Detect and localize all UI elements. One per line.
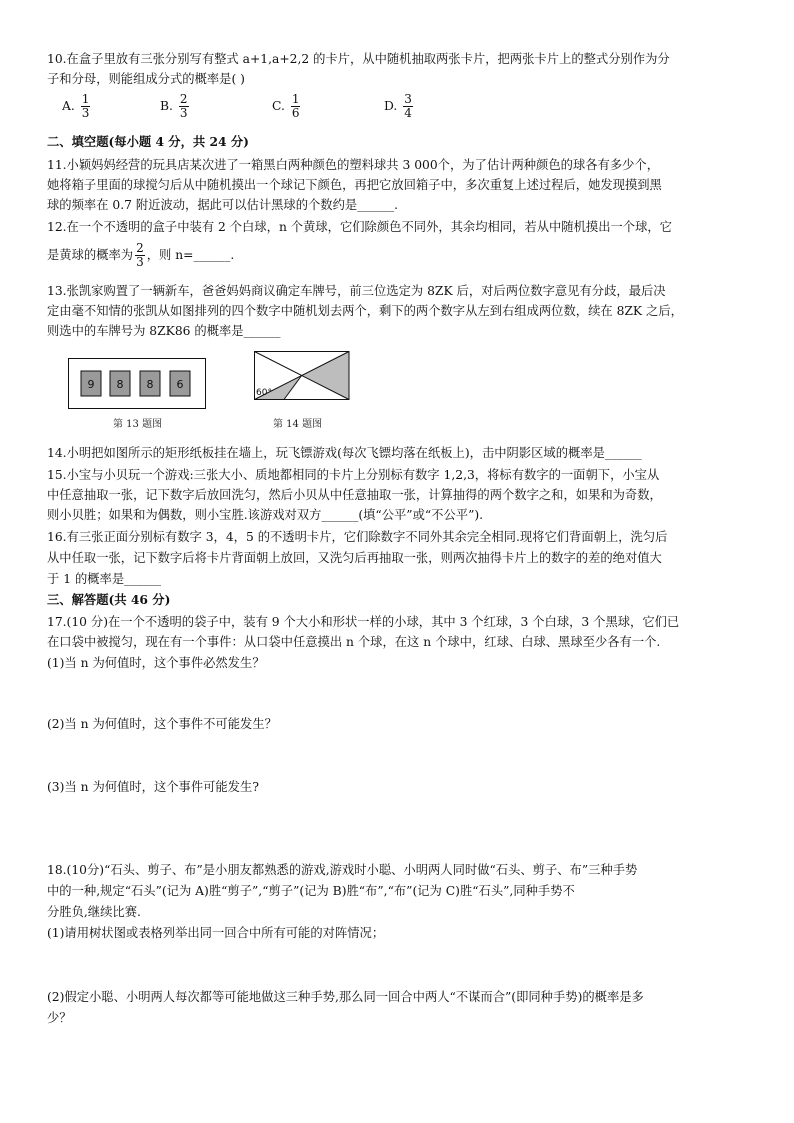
- shaded-region-right: [302, 352, 349, 400]
- card-3-label: 8: [146, 378, 154, 391]
- card-1: [81, 371, 101, 396]
- q18-line3: 分胜负,继续比赛.: [47, 905, 141, 919]
- q11-line1: 11.小颖妈妈经营的玩具店某次进了一箱黑白两种颜色的塑料球共 3 000个，为了估计两种颜色的球各有多少个，: [47, 158, 660, 172]
- q17-part2: (2)当 n 为何值时，这个事件不可能发生？: [47, 717, 277, 731]
- option-label: A.: [62, 99, 75, 113]
- option-label: D.: [384, 99, 398, 113]
- figure-13: [68, 358, 208, 410]
- q10-option-a[interactable]: [62, 93, 92, 120]
- card-2-label: 8: [116, 378, 124, 391]
- q14-line: 14.小明把如图所示的矩形纸板挂在墙上，玩飞镖游戏(每次飞镖均落在纸板上)，击中阴影区域的概率是______: [47, 446, 642, 460]
- q10-line1: 10.在盒子里放有三张分别写有整式 a+1,a+2,2 的卡片，从中随机抽取两张卡片，把两张卡片上的整式分别作为分: [47, 52, 670, 66]
- q15-line1: 15.小宝与小贝玩一个游戏:三张大小、质地都相同的卡片上分别标有数字 1,2,3，将标有数字的一面朝下，小宝从: [47, 468, 660, 482]
- q15-line3: 则小贝胜；如果和为偶数，则小宝胜.该游戏对双方______(填“公平”或“不公平”).: [47, 508, 484, 522]
- card-4: [170, 371, 190, 396]
- angle-label: 60°: [256, 388, 272, 398]
- q10-option-c[interactable]: [272, 93, 302, 120]
- card-3: [140, 371, 160, 396]
- option-label: C.: [272, 99, 285, 113]
- q18-part2-line2: 少？: [47, 1011, 72, 1025]
- card-4-label: 6: [176, 378, 184, 391]
- q11-line2: 她将箱子里面的球搅匀后从中随机摸出一个球记下颜色，再把它放回箱子中，多次重复上述过程后，她发现摸到黑: [47, 178, 662, 192]
- q16-line3: 于 1 的概率是______: [47, 572, 162, 586]
- card-2: [110, 371, 130, 396]
- q12-prefix: 是黄球的概率为: [47, 248, 134, 262]
- figure-14-caption: 第 14 题图: [273, 419, 323, 430]
- q17-part1: (1)当 n 为何值时，这个事件必然发生？: [47, 656, 265, 670]
- q18-line1: 18.(10分)“石头、剪子、布”是小朋友都熟悉的游戏,游戏时小聪、小明两人同时做“石头、剪子、布”三种手势: [47, 863, 638, 877]
- q12-suffix: ，则 n=______.: [146, 248, 235, 262]
- q18-part2-line1: (2)假定小聪、小明两人每次都等可能地做这三种手势,那么同一回合中两人“不谋而合”(即同种手势)的概率是多: [47, 990, 644, 1004]
- figure-13-caption: 第 13 题图: [113, 419, 163, 430]
- q16-line1: 16.有三张正面分别标有数字 3，4，5 的不透明卡片，它们除数字不同外其余完全相同.现将它们背面朝上，洗匀后: [47, 530, 668, 544]
- figure-14: [254, 351, 350, 401]
- q18-line2: 中的一种,规定“石头”(记为 A)胜“剪子”,“剪子”(记为 B)胜“布”,“布”(记为 C)胜“石头”,同种手势不: [47, 884, 575, 898]
- fraction: $\frac{3}{4}$: [404, 92, 412, 120]
- card-1-label: 9: [87, 378, 95, 391]
- q13-line3: 则选中的车牌号为 8ZK86 的概率是______: [47, 324, 281, 338]
- q11-line3: 球的频率在 0.7 附近波动，据此可以估计黑球的个数约是______.: [47, 198, 399, 212]
- fraction: $\frac{2}{3}$: [179, 92, 188, 120]
- fraction: $\frac{2}{3}$: [136, 241, 144, 269]
- section-2-heading: 二、填空题(每小题 4 分，共 24 分): [47, 134, 249, 149]
- q13-line2: 定由毫不知情的张凯从如图排列的四个数字中随机划去两个，剩下的两个数字从左到右组成两位数，续在 8ZK 之后，: [47, 304, 683, 318]
- q12-line2: [47, 242, 234, 269]
- q12-line1: 12.在一个不透明的盒子中装有 2 个白球，n 个黄球，它们除颜色不同外，其余均相同，若从中随机摸出一个球，它: [47, 220, 672, 234]
- q17-line2: 在口袋中被搅匀，现在有一个事件：从口袋中任意摸出 n 个球，在这 n 个球中，红球、白球、黑球至少各有一个.: [47, 635, 661, 649]
- q17-part3: (3)当 n 为何值时，这个事件可能发生?: [47, 780, 259, 794]
- q16-line2: 从中任取一张，记下数字后将卡片背面朝上放回，又洗匀后再抽取一张，则两次抽得卡片上的数字的差的绝对值大: [47, 551, 662, 565]
- fraction: $\frac{1}{6}$: [291, 92, 300, 120]
- q10-option-b[interactable]: [160, 93, 191, 120]
- q13-line1: 13.张凯家购置了一辆新车，爸爸妈妈商议确定车牌号，前三位选定为 8ZK 后，对后两位数字意见有分歧，最后决: [47, 284, 666, 298]
- q17-line1: 17.(10 分)在一个不透明的袋子中，装有 9 个大小和形状一样的小球，其中 3 个红球，3 个白球，3 个黑球，它们已: [47, 615, 680, 629]
- q18-part1: (1)请用树状图或表格列举出同一回合中所有可能的对阵情况；: [47, 926, 385, 940]
- option-label: B.: [160, 99, 173, 113]
- q10-option-d[interactable]: [384, 93, 415, 120]
- q10-line2: 子和分母，则能组成分式的概率是( ): [47, 72, 245, 86]
- q15-line2: 中任意抽取一张，记下数字后放回洗匀，然后小贝从中任意抽取一张，计算抽得的两个数字之和，如果和为奇数，: [47, 488, 662, 502]
- section-3-heading: 三、解答题(共 46 分): [47, 592, 171, 607]
- fraction: $\frac{1}{3}$: [81, 92, 90, 120]
